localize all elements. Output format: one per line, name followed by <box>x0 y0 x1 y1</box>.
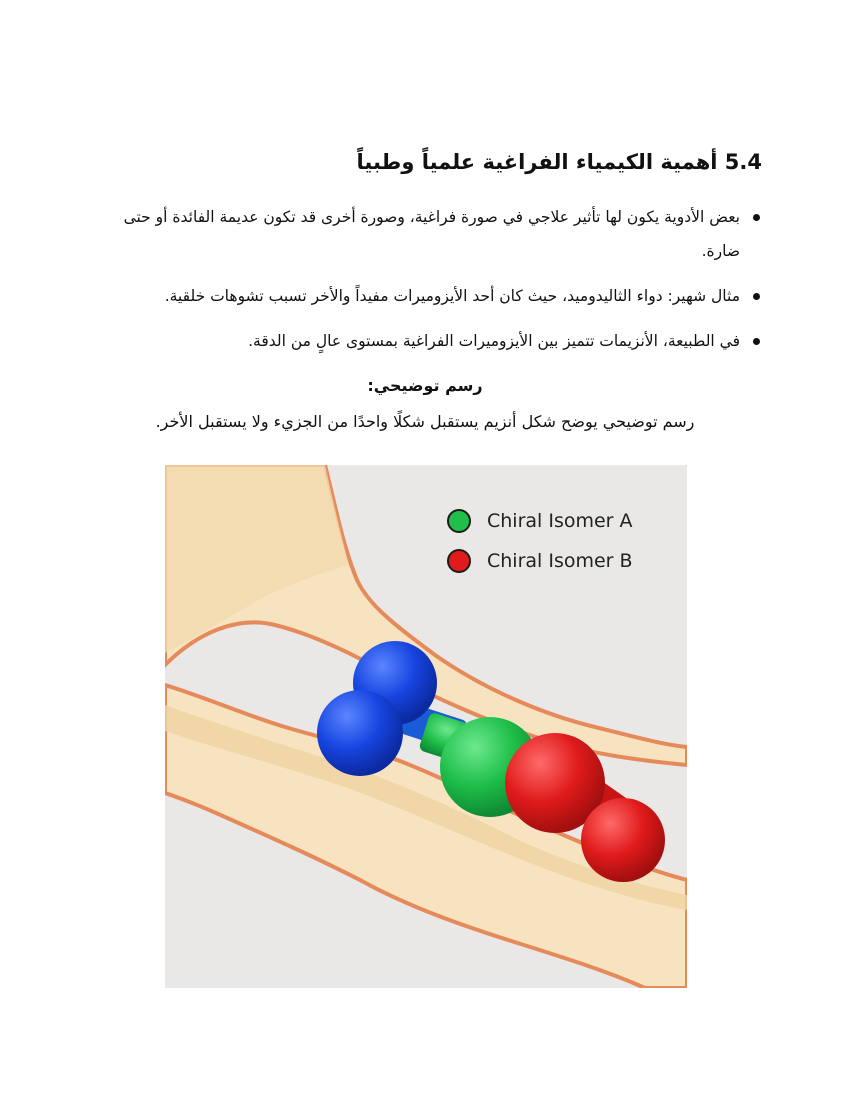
red-dot-icon <box>447 549 471 573</box>
bullet-dot-icon <box>753 293 760 300</box>
enzyme-illustration <box>165 465 687 988</box>
bullet-text: مثال شهير: دواء الثاليدوميد، حيث كان أحد الأيزوميرات مفيداً والأخر تسبب تشوهات خلقية. <box>164 287 740 305</box>
legend-label: Chiral Isomer B <box>487 550 633 572</box>
illustration-caption-text: رسم توضيحي يوضح شكل أنزيم يستقبل شكلًا واحدًا من الجزيء ولا يستقبل الأخر. <box>155 412 695 431</box>
green-dot-icon <box>447 509 471 533</box>
illustration-caption-title: رسم توضيحي: <box>367 376 483 395</box>
red-atom-small <box>581 798 665 882</box>
bullet-item-2 <box>110 279 762 313</box>
bullet-text: بعض الأدوية يكون لها تأثير علاجي في صورة فراغية، وصورة أخرى قد تكون عديمة الفائدة أو حتى ضارة. <box>123 208 740 260</box>
bullet-item-1 <box>110 200 762 268</box>
legend-label: Chiral Isomer A <box>487 510 633 532</box>
legend-item-isomer-b <box>447 541 633 581</box>
blue-atom-bottom <box>317 690 403 776</box>
legend-item-isomer-a <box>447 501 633 541</box>
bullet-text: في الطبيعة، الأنزيمات تتميز بين الأيزوميرات الفراغية بمستوى عالٍ من الدقة. <box>248 332 740 350</box>
bullet-list <box>110 200 762 369</box>
figure-legend <box>447 501 633 581</box>
bullet-item-3 <box>110 324 762 358</box>
bullet-dot-icon <box>753 338 760 345</box>
bullet-dot-icon <box>753 214 760 221</box>
section-heading: 5.4 أهمية الكيمياء الفراغية علمياً وطبياً <box>356 150 762 174</box>
